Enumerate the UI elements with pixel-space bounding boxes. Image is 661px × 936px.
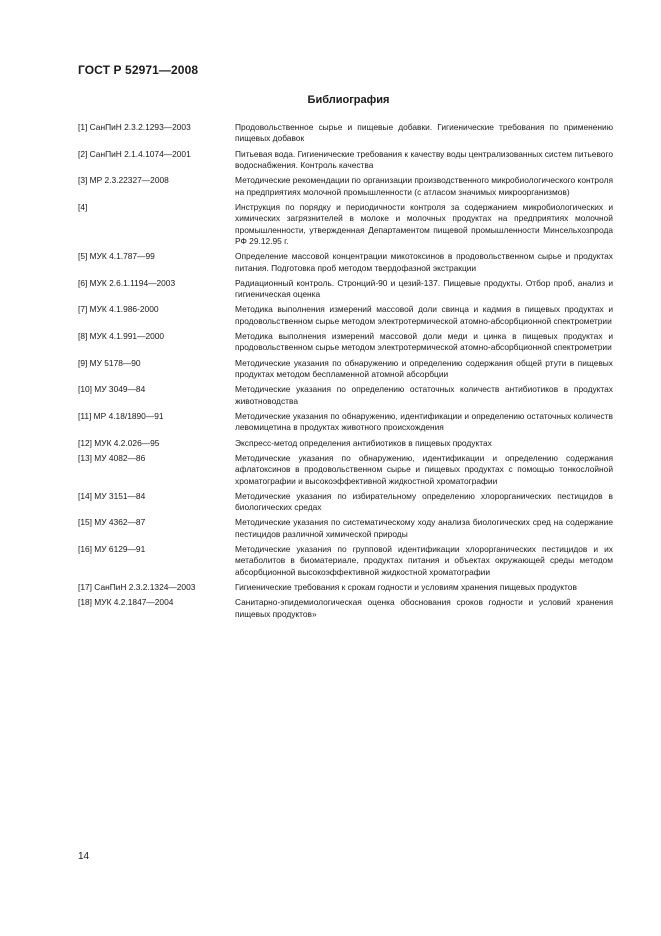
bibliography-title: Библиография [307,94,390,106]
bibliography-entry [78,304,613,327]
entry-reference: [18] МУК 4.2.1847—2004 [78,597,174,608]
entry-reference: [8] МУК 4.1.991—2000 [78,331,165,342]
bibliography-entry [78,358,613,381]
bibliography-entry [78,384,613,407]
entry-reference: [15] МУ 4362—87 [78,517,146,528]
entry-reference: [5] МУК 4.1.787—99 [78,251,155,262]
bibliography-entry [78,453,613,487]
entry-reference: [1] СанПиН 2.3.2.1293—2003 [78,122,191,132]
entry-reference: [2] СанПиН 2.1.4.1074—2001 [78,148,191,159]
bibliography-entry [78,411,613,434]
bibliography-entry [78,582,613,593]
entry-reference: [7] МУК 4.1.986-2000 [78,304,159,315]
bibliography-entry [78,597,613,620]
entry-description: Методика выполнения измерений массовой доли меди и цинка в пищевых продуктах и продовольственном сырье методом электротермической атомно-абсорбционной спектрометрии [235,331,613,353]
entry-description: Гигиенические требования к срокам годности и условиям хранения пищевых продуктов [235,581,577,592]
entry-description: Методические указания по определению остаточных количеств антибиотиков в продуктах животноводства [235,384,613,406]
entry-description: Инструкция по порядку и периодичности контроля за содержанием микробиологических и химических загрязнителей в молоке и молочных продуктах на предприятиях молочной промышленности, утвержденная Департаментом пищевой промышленности Минсельхозпрода РФ 29.12.95 г. [235,201,613,247]
bibliography-entry [78,202,613,248]
bibliography-entry [78,517,613,540]
bibliography-list [78,122,613,624]
entry-reference: [6] МУК 2.6.1.1194—2003 [78,277,176,288]
entry-reference: [14] МУ 3151—84 [78,490,146,501]
entry-reference: [4] [78,201,88,212]
entry-description: Определение массовой концентрации микотоксинов в продовольственном сырье и продуктах питания. Подготовка проб методом твердофазной экстракции [235,251,613,273]
entry-reference: [13] МУ 4082—86 [78,452,146,463]
entry-reference: [9] МУ 5178—90 [78,357,141,368]
entry-description: Экспресс-метод определения антибиотиков в пищевых продуктах [235,437,492,448]
entry-description: Методические рекомендации по организации производственного микробиологического контроля на предприятиях молочной промышленности (с атласом значимых микроорганизмов) [235,175,613,197]
entry-description: Методические указания по групповой идентификации хлорорганических пестицидов и их метаболитов в биоматериале, продуктах питания и объектах окружающей среды методом абсорбционной высокоэффективной жидкостной хроматографии [235,543,613,577]
bibliography-entry [78,175,613,198]
entry-description: Питьевая вода. Гигиенические требования к качеству воды централизованных систем питьевого водоснабжения. Контроль качества [235,148,613,171]
entry-description: Методические указания по обнаружению, идентификации и определению остаточных количеств левомицетина в продуктах животного происхождения [235,410,613,433]
bibliography-entry [78,251,613,274]
entry-description: Методика выполнения измерений массовой доли свинца и кадмия в пищевых продуктах и продовольственном сырье методом электротермической атомно-абсорбционной спектрометрии [235,304,613,326]
entry-reference: [10] МУ 3049—84 [78,384,146,395]
entry-description: Продовольственное сырье и пищевые добавки. Гигиенические требования по применению пищевых добавок [235,122,613,144]
bibliography-entry [78,122,613,145]
entry-description: Методические указания по систематическому ходу анализа биологических сред на содержание пестицидов различной химической природы [235,517,613,539]
bibliography-entry [78,149,613,172]
entry-reference: [11] МР 4.18/1890—91 [78,410,164,421]
entry-reference: [16] МУ 6129—91 [78,543,146,554]
entry-reference: [3] МР 2.3.22327—2008 [78,175,169,186]
bibliography-entry [78,438,613,449]
entry-description: Методические указания по избирательному определению хлорорганических пестицидов в биологических средах [235,490,613,513]
bibliography-entry [78,544,613,578]
bibliography-entry [78,278,613,301]
bibliography-entry [78,331,613,354]
entry-reference: [17] СанПиН 2.3.2.1324—2003 [78,581,196,592]
entry-description: Методические указания по обнаружению и определению содержания общей ртути в пищевых продуктах методом беспламенной атомной абсорбции [235,357,613,380]
entry-reference: [12] МУК 4.2.026—95 [78,437,160,448]
entry-description: Методические указания по обнаружению, идентификации и определению содержания афлатоксинов в продовольственном сырье и пищевых продуктах с помощью тонкослойной хроматографии и высокоэффективной жидкостной хроматографии [235,452,613,486]
entry-description: Радиационный контроль. Стронций-90 и цезий-137. Пищевые продукты. Отбор проб, анализ и гигиеническая оценка [235,277,613,300]
entry-description: Санитарно-эпидемиологическая оценка обоснования сроков годности и условий хранения пищевых продуктов» [235,597,613,619]
document-code: ГОСТ Р 52971—2008 [78,63,199,77]
bibliography-entry [78,491,613,514]
page-number: 14 [78,851,90,862]
